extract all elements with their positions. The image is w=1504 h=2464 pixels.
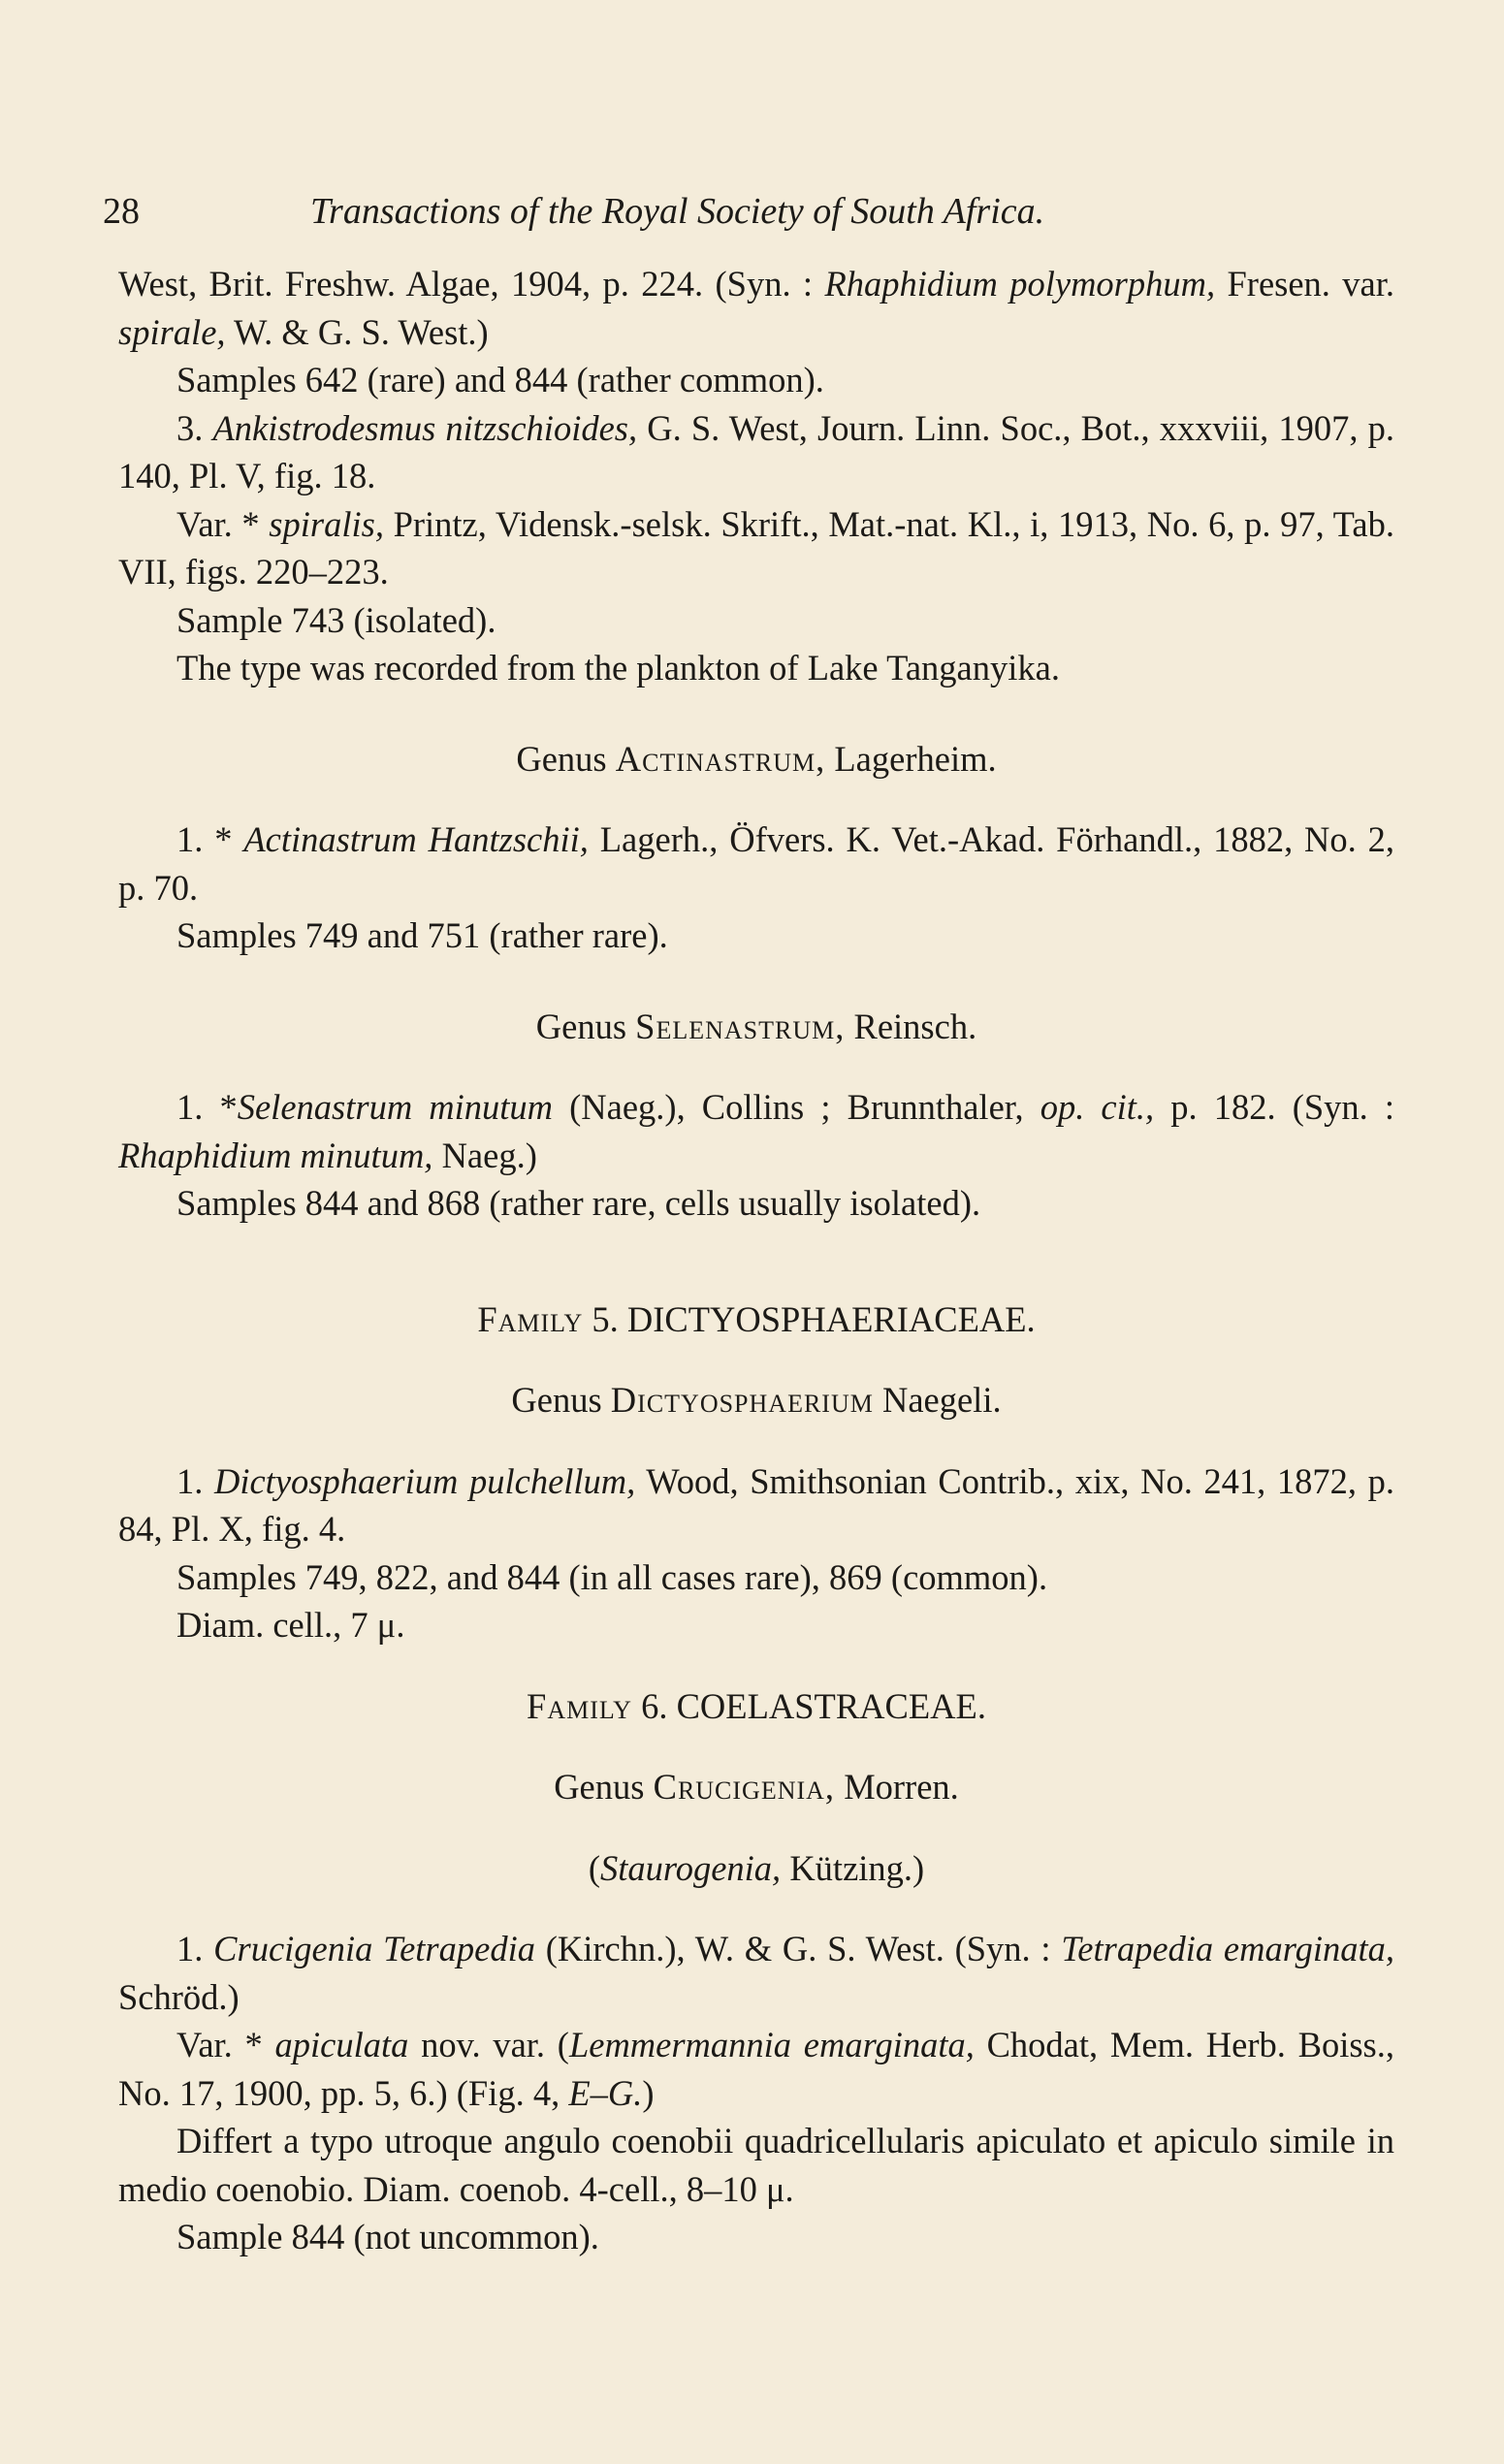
sample-note: Samples 642 (rare) and 844 (rather common). (176, 360, 824, 400)
sample-note: Samples 844 and 868 (rather rare, cells usually isolated). (176, 1183, 981, 1223)
species-entry: 1. * Actinastrum Hantzschii, Lagerh., Öfvers. K. Vet.-Akad. Förhandl., 1882, No. 2, p. 70. (118, 819, 1395, 908)
variety-entry: Var. * spiralis, Printz, Vidensk.-selsk. Skrift., Mat.-nat. Kl., i, 1913, No. 6, p. 97, Tab. VII, figs. 220–223. (118, 503, 1395, 592)
species-entry: 1. Crucigenia Tetrapedia (Kirchn.), W. & G. S. West. (Syn. : Tetrapedia emarginata, Schröd.) (118, 1929, 1394, 2017)
remark: The type was recorded from the plankton of Lake Tanganyika. (176, 648, 1060, 688)
latin-diagnosis: Differt a typo utroque angulo coenobii quadricellularis apiculato et apiculo simile in medio coenobio. Diam. coenob. 4-cell., 8–10 μ. (118, 2121, 1394, 2209)
family-heading: Family 5. DICTYOSPHAERIACEAE. (477, 1298, 1036, 1339)
sample-note: Samples 749 and 751 (rather rare). (176, 915, 668, 955)
genus-heading: Genus Selenastrum, Reinsch. (535, 1006, 977, 1046)
genus-synonym: (Staurogenia, Kützing.) (588, 1847, 925, 1888)
sample-note: Sample 844 (not uncommon). (176, 2217, 599, 2256)
running-header (103, 190, 1392, 239)
species-entry: 1. *Selenastrum minutum (Naeg.), Collins ; Brunnthaler, op. cit., p. 182. (Syn. : Rhaphidium minutum, Naeg.) (118, 1087, 1395, 1175)
species-entry: 3. Ankistrodesmus nitzschioides, G. S. West, Journ. Linn. Soc., Bot., xxxviii, 1907, p. 140, Pl. V, fig. 18. (118, 407, 1395, 496)
family-heading: Family 6. COELASTRACEAE. (527, 1685, 986, 1726)
genus-heading: Genus Actinastrum, Lagerheim. (516, 738, 997, 779)
sample-note: Sample 743 (isolated). (176, 599, 496, 640)
sample-note: Samples 749, 822, and 844 (in all cases rare), 869 (common). (176, 1556, 1048, 1597)
variety-entry: Var. * apiculata nov. var. (Lemmermannia emarginata, Chodat, Mem. Herb. Boiss., No. 17, 1900, pp. 5, 6.) (Fig. 4, E–G.) (118, 2025, 1394, 2113)
measurement-note: Diam. cell., 7 μ. (176, 1605, 405, 1645)
reference-continuation: West, Brit. Freshw. Algae, 1904, p. 224. (Syn. : Rhaphidium polymorphum, Fresen. var. spirale, W. & G. S. West.) (118, 264, 1394, 352)
running-title: Transactions of the Royal Society of South Africa. (310, 191, 1045, 232)
species-entry: 1. Dictyosphaerium pulchellum, Wood, Smithsonian Contrib., xix, No. 241, 1872, p. 84, Pl. X, fig. 4. (118, 1460, 1395, 1549)
page-body (118, 260, 1394, 2261)
page-number: 28 (103, 191, 140, 232)
genus-heading: Genus Crucigenia, Morren. (554, 1767, 959, 1807)
genus-heading: Genus Dictyosphaerium Naegeli. (511, 1380, 1002, 1420)
